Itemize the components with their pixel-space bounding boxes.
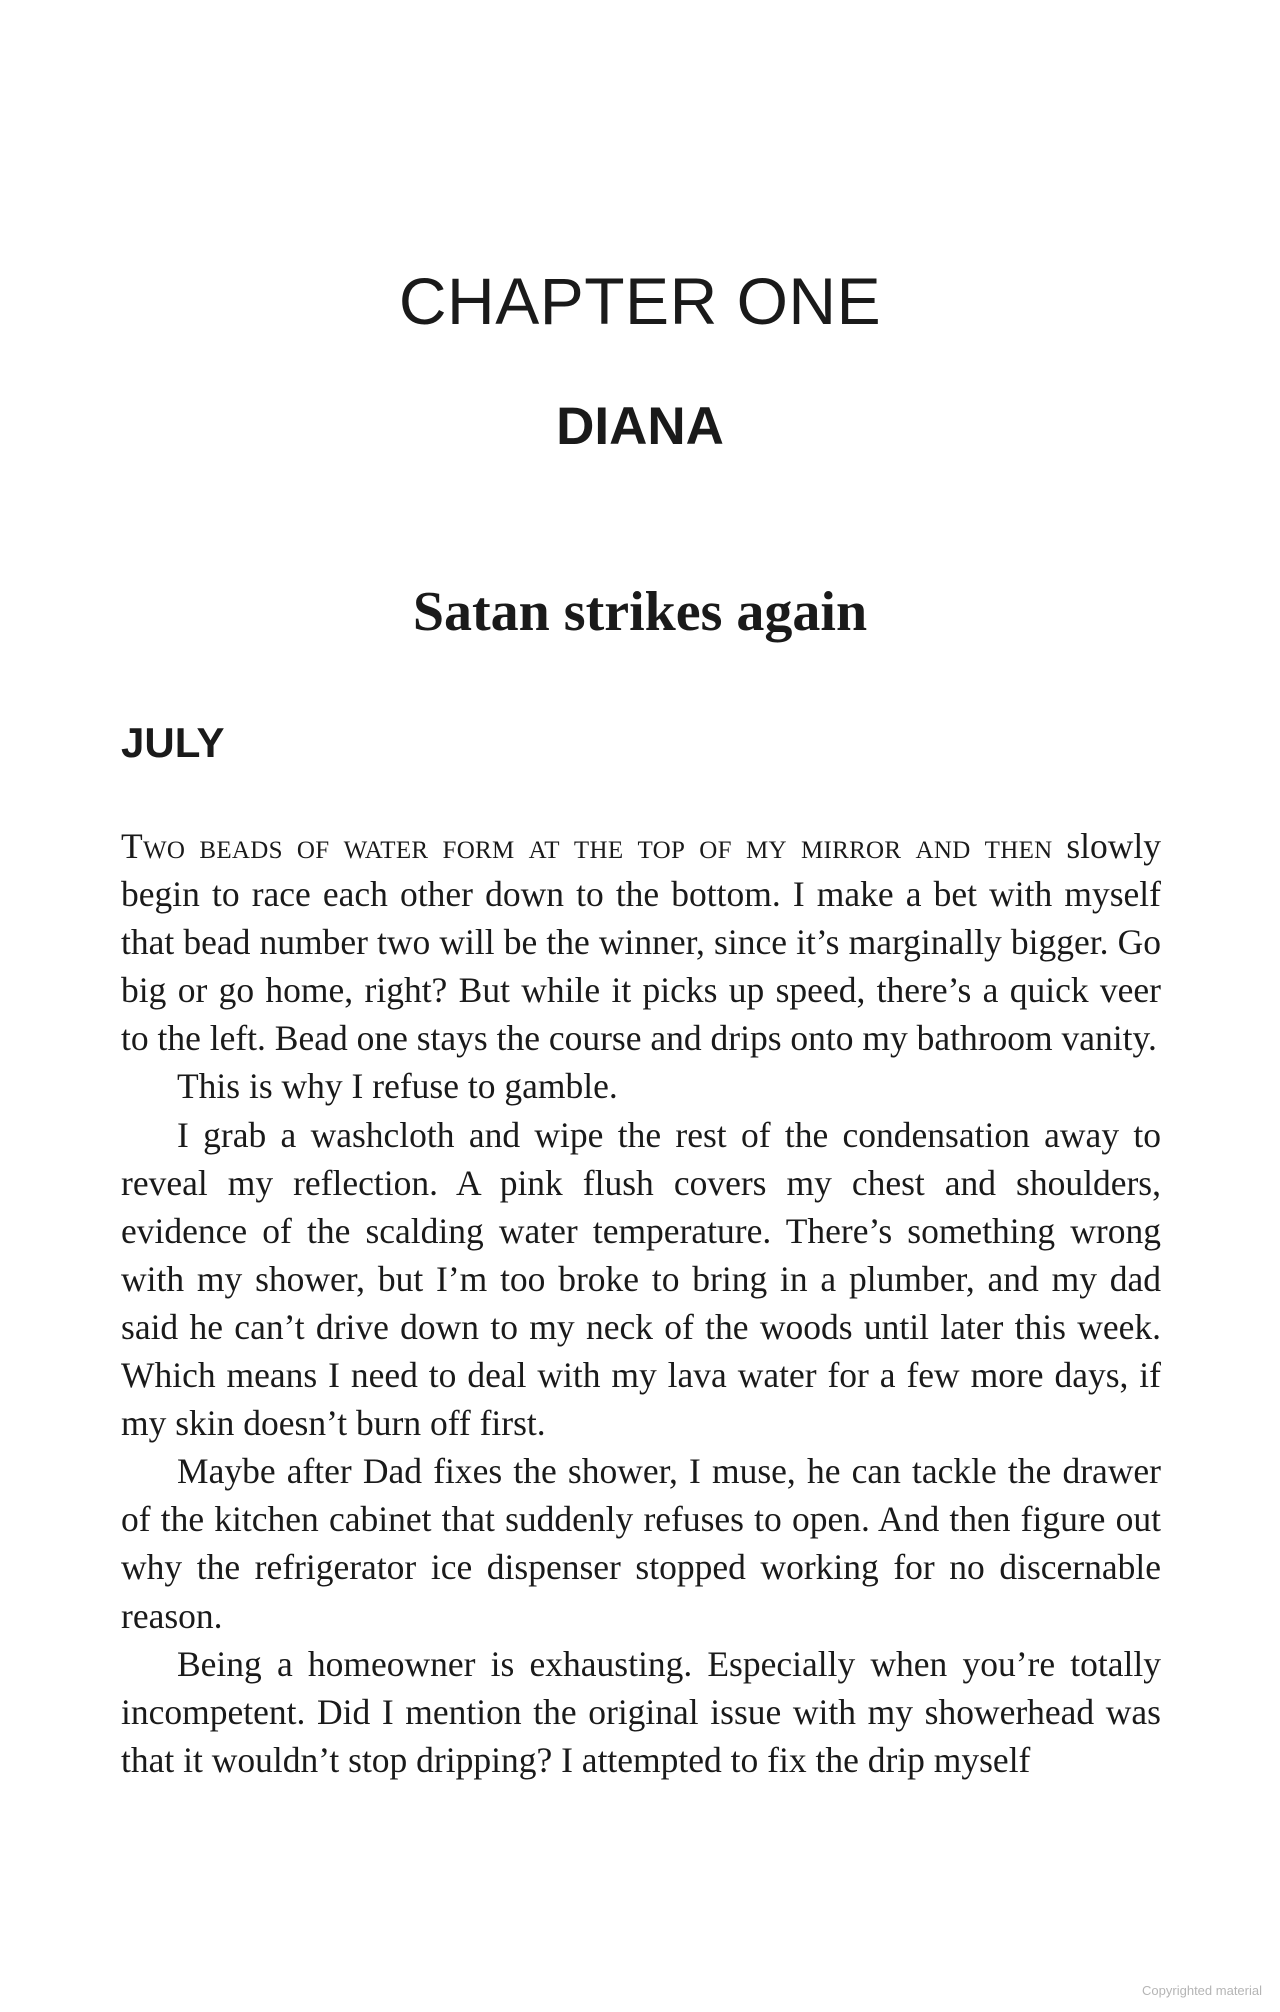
paragraph-4: Maybe after Dad fixes the shower, I muse, he can tackle the drawer of the kitchen cabinet that suddenly refuses to open. And then figure out why the refrigerator ice dispenser stopped working for no discernable reason.	[121, 1451, 1161, 1636]
paragraph-3: I grab a washcloth and wipe the rest of the condensation away to reveal my reflection. A pink flush covers my chest and shoulders, evidence of the scalding water temperature. There’s something wrong with my shower, but I’m too broke to bring in a plumber, and my dad said he can’t drive down to my neck of the woods until later this week. Which means I need to deal with my lava water for a few more days, if my skin doesn’t burn off first.	[121, 1114, 1161, 1444]
paragraph-1-text: slowly begin to race each other down to the bottom. I make a bet with myself that bead number two will be the winner, since it’s marginally bigger. Go big or go home, right? But while it picks up speed, there’s a quick veer to the left. Bead one stays the course and drips onto my bathroom vanity.	[121, 826, 1161, 1059]
paragraph-1	[121, 822, 1161, 1062]
section-heading: JULY	[121, 719, 225, 766]
chapter-title: CHAPTER ONE	[398, 264, 882, 338]
chapter-subtitle: Satan strikes again	[412, 581, 868, 643]
chapter-body-text	[121, 822, 1161, 1784]
copyright-watermark: Copyrighted material	[1142, 1983, 1262, 1998]
paragraph-2: This is why I refuse to gamble.	[177, 1066, 618, 1107]
paragraph-1-lead-in: Two beads of water form at the top of my mirror and then	[121, 826, 1053, 866]
chapter-pov-name: DIANA	[556, 397, 724, 456]
paragraph-5: Being a homeowner is exhausting. Especially when you’re totally incompetent. Did I mention the original issue with my showerhead was that it wouldn’t stop dripping? I attempted to fix the drip myself	[121, 1643, 1161, 1780]
